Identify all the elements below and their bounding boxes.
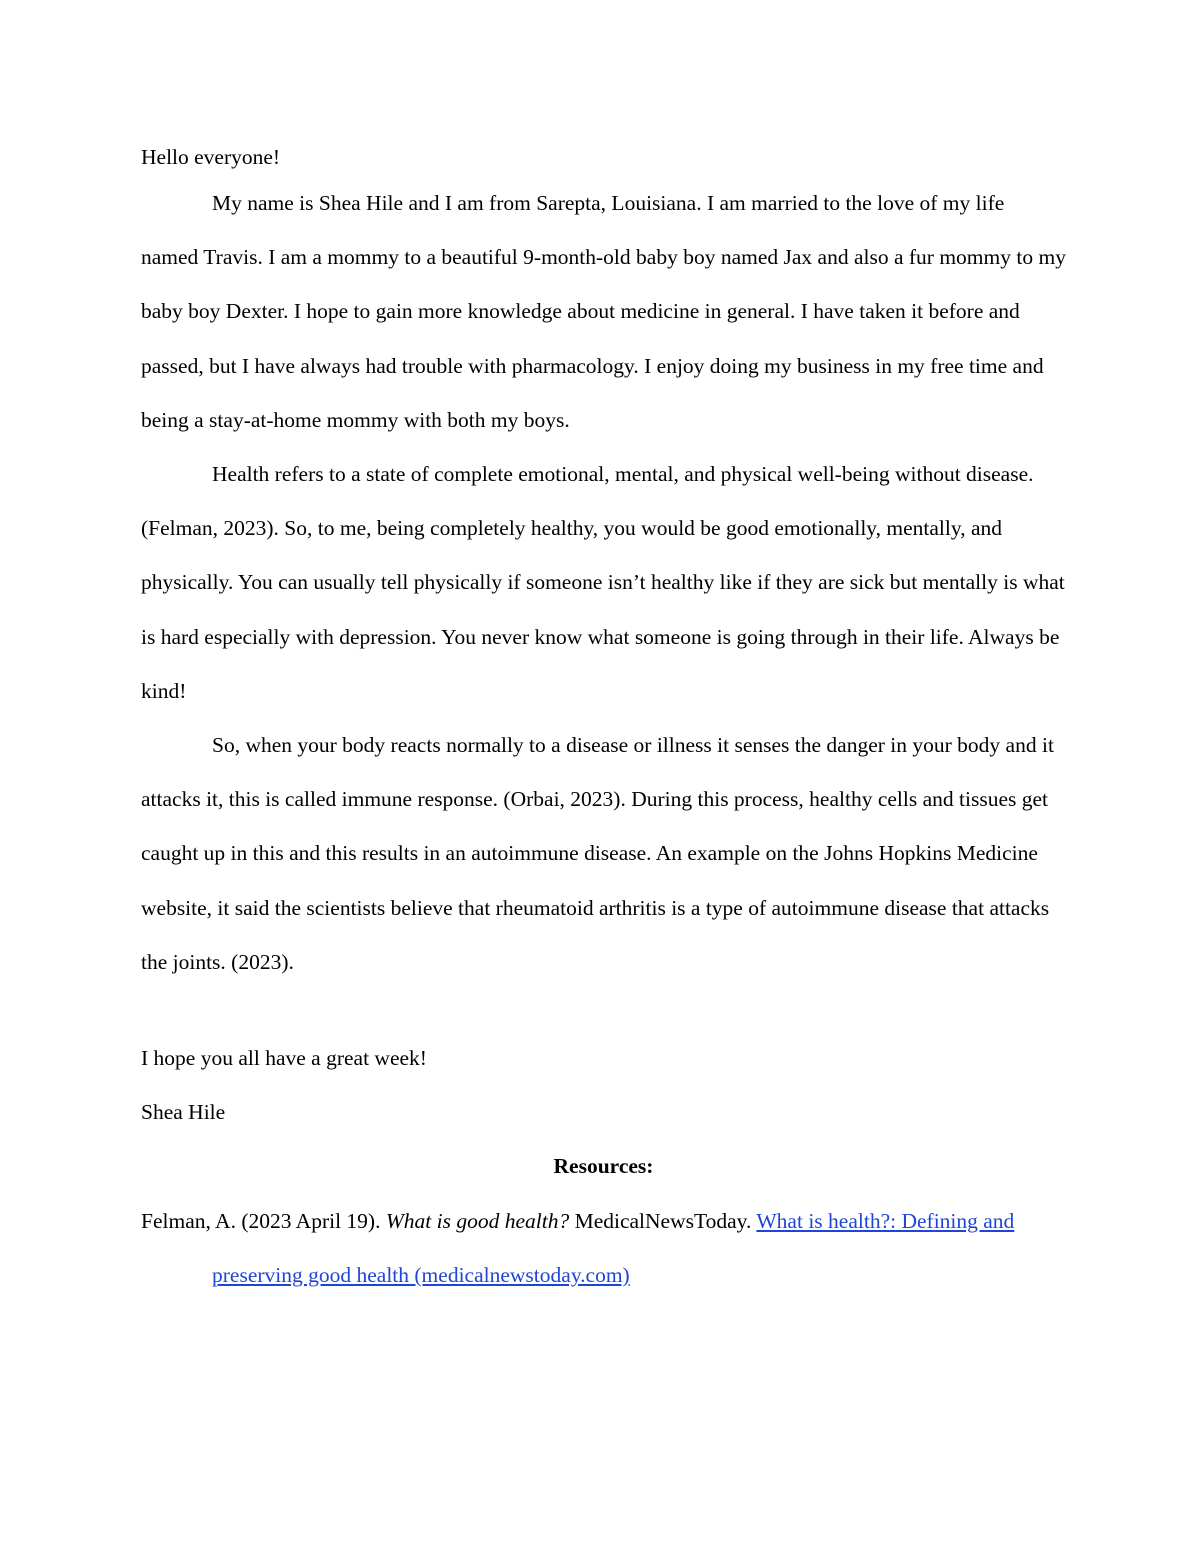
reference-title: What is good health?: [385, 1208, 570, 1233]
resources-heading: Resources:: [553, 1154, 654, 1179]
reference-link[interactable]: What is health?: Defining and preserving good health (medicalnewstoday.com): [212, 1208, 1015, 1287]
greeting-line: Hello everyone!: [141, 145, 281, 169]
immune-response-paragraph: So, when your body reacts normally to a disease or illness it senses the danger in your body and it attacks it, this is called immune response. (Orbai, 2023). During this process, healthy cells and tissues get caught up in this and this results in an autoimmune disease. An example on the Johns Hopkins Medicine website, it said the scientists believe that rheumatoid arthritis is a type of autoimmune disease that attacks the joints. (2023).: [141, 733, 1054, 974]
document-body: [141, 138, 1066, 1302]
reference-authors-date: Felman, A. (2023 April 19).: [141, 1208, 381, 1233]
paragraph-spacer: [141, 989, 1066, 1031]
health-definition-paragraph: Health refers to a state of complete emotional, mental, and physical well-being without disease. (Felman, 2023). So, to me, being completely healthy, you would be good emotionally, mentally, and physically. You can usually tell physically if someone isn’t healthy like if they are sick but mentally is what is hard especially with depression. You never know what someone is going through in their life. Always be kind!: [141, 462, 1065, 703]
intro-paragraph: My name is Shea Hile and I am from Sarepta, Louisiana. I am married to the love of my life named Travis. I am a mommy to a beautiful 9-month-old baby boy named Jax and also a fur mommy to my baby boy Dexter. I hope to gain more knowledge about medicine in general. I have taken it before and passed, but I have always had trouble with pharmacology. I enjoy doing my business in my free time and being a stay-at-home mommy with both my boys.: [141, 191, 1066, 432]
reference-publisher: MedicalNewsToday.: [574, 1208, 752, 1233]
signature: Shea Hile: [141, 1100, 226, 1125]
reference-entry: [141, 1194, 1066, 1302]
closing-line: I hope you all have a great week!: [141, 1046, 427, 1071]
